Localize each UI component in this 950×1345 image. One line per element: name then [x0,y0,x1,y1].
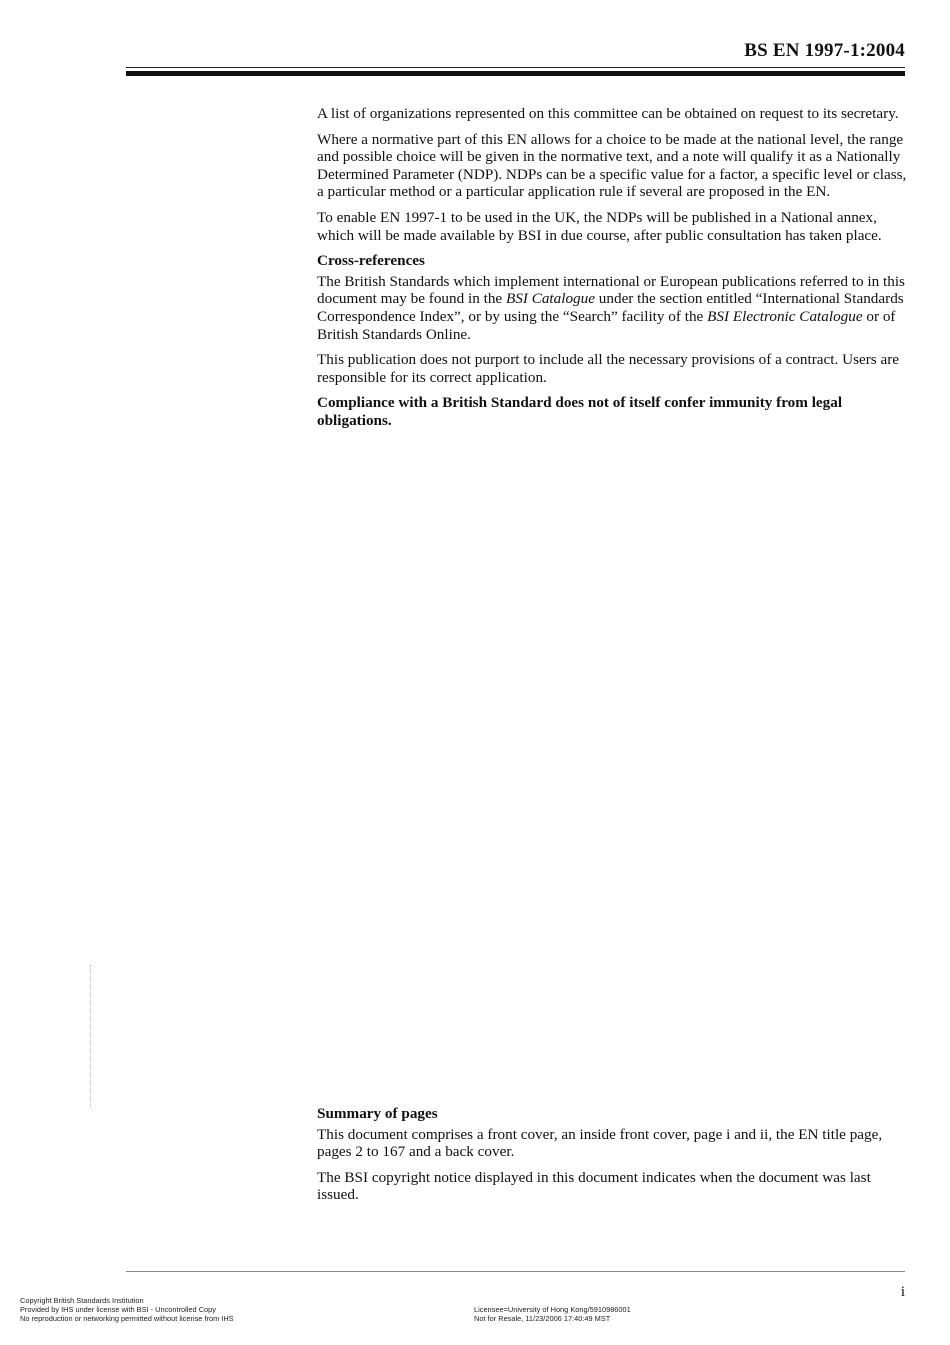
bsi-catalogue-ref: BSI Catalogue [505,290,595,308]
footer-licensee [474,1305,631,1323]
margin-mark [90,965,91,1107]
footer-copyright [20,1296,234,1323]
summary-section [317,1105,907,1212]
committee-paragraph: A list of organizations represented on this committee can be obtained on request to its secretary. [317,105,899,122]
cross-text-a: The British Standards which implement international or European publications referred to in this document may be found in the [317,272,905,308]
cross-text-c: or of British Standards Online. [317,307,896,343]
cross-text-b: under the section entitled “International Standards Correspondence Index”, or by using the “Search” facility of the [317,290,904,325]
document-code: BS EN 1997-1:2004 [744,40,905,61]
footer-line: Provided by IHS under license with BSI - Uncontrolled Copy [20,1305,216,1314]
ndp-paragraph: Where a normative part of this EN allows for a choice to be made at the national level, the range and possible choice will be given in the normative text, and a note will qualify it as a Nationally Determined Parameter (NDP). NDPs can be a specific value for a factor, a specific level or class, a particular method or a particular application rule if several are proposed in the EN. [317,130,907,201]
summary-heading: Summary of pages [317,1105,438,1122]
footer-rule [126,1271,905,1272]
contract-paragraph: This publication does not purport to include all the necessary provisions of a contract. Users are responsible for its correct application. [317,351,900,386]
cross-references-heading: Cross-references [317,252,425,270]
footer-line: Licensee=University of Hong Kong/5910986001 [474,1305,631,1314]
bsi-electronic-catalogue-ref: BSI Electronic Catalogue [707,307,863,325]
footer-line: Not for Resale, 11/23/2006 17:40:49 MST [474,1314,611,1323]
summary-paragraph: This document comprises a front cover, an inside front cover, page i and ii, the EN title page, pages 2 to 167 and a back cover. [317,1125,883,1161]
header-rule-thin [126,67,905,68]
page-number: i [900,1284,905,1300]
national-annex-paragraph: To enable EN 1997-1 to be used in the UK, the NDPs will be published in a National annex, which will be made available by BSI in due course, after public consultation has taken place. [317,208,882,244]
header-rule-thick [126,71,905,76]
compliance-statement: Compliance with a British Standard does not of itself confer immunity from legal obligations. [317,394,843,429]
footer-line: No reproduction or networking permitted without license from IHS [20,1314,234,1323]
main-column [317,105,907,438]
copyright-notice-paragraph: The BSI copyright notice displayed in this document indicates when the document was last issued. [317,1168,871,1204]
cross-references-paragraph [317,273,907,343]
footer-line: Copyright British Standards Institution [20,1296,144,1305]
